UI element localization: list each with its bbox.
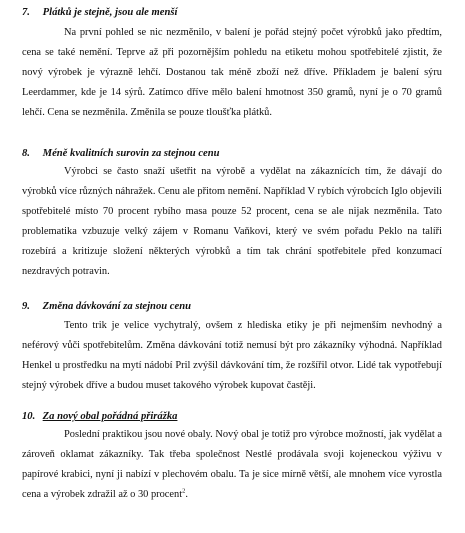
section-paragraph: [22, 425, 442, 505]
section-heading: [22, 148, 220, 159]
section-heading: [22, 7, 177, 18]
section-title: Méně kvalitních surovin za stejnou cenu: [42, 148, 220, 159]
section-paragraph: Na první pohled se nic nezměnilo, v balení je pořád stejný počet výrobků jako předtím, cena se také nemění. Teprve až při pozornějším pohledu na etiketu mohou spotřebitelé zjistit, že nový výrobek je výrazně lehčí. Dostanou tak méně zboží než dříve. Příkladem je balení sýru Leerdammer, kde je 14 sýrů. Zatímco dříve mělo balení hmotnost 350 gramů, nyní je o 70 gramů lehčí. Cena se nezměnila. Změnila se pouze tloušťka plátků.: [22, 27, 442, 118]
section-paragraph: Tento trik je velice vychytralý, ovšem z hlediska etiky je při nejmenším nevhodný a neférový vůči spotřebitelům. Změna dávkování totiž nemusí být pro zákazníky výhodná. Například Henkel u prostředku na mytí nádobí Pril zvýšil dávkování tím, že rozšířil otvor. Lidé tak vypotřebují stejný výrobek dříve a budou muset takového výrobek kupovat častěji.: [22, 320, 442, 391]
section-title: Za nový obal pořádná přirážka: [42, 411, 178, 422]
paragraph-end: .: [185, 489, 188, 500]
paragraph-text: Poslední praktikou jsou nové obaly. Nový obal je totiž pro výrobce možností, jak vydělat a zároveň oklamat zákazníky. Tak třeba společnost Nestlé prodávala svoji kojeneckou výživu v papírové krabici, nyní ji nabízí v plechovém obalu. Ta je sice mírně větší, ale mnohem více vyrostla cena a výrobek zdražil až o 30 procent: [22, 429, 442, 500]
section-paragraph: Výrobci se často snaží ušetřit na výrobě a vydělat na zákaznících tím, že dávají do výrobků více různých náhražek. Cenu ale přitom nemění. Například V rybích výrobcích Iglo objevili spotřebitelé místo 70 procent rybího masa pouze 52 procent, cena se ale nijak nezměnila. Tato problematika vzbuzuje velký zájem v Romanu Vaňkovi, který ve svém pořadu Peklo na talíři rozebírá a kritizuje složení některých výrobků a tím tak chrání spotřebitele před konzumací nezdravých potravin.: [22, 166, 442, 277]
section-number: 8.: [22, 148, 30, 159]
section-number: 9.: [22, 301, 30, 312]
section-heading: [22, 301, 191, 312]
section-title: Plátků je stejně, jsou ale menší: [42, 7, 178, 18]
section-number: 7.: [22, 7, 30, 18]
section-title: Změna dávkování za stejnou cenu: [42, 301, 191, 312]
footnote-mark: 2: [182, 487, 186, 495]
section-heading: [22, 411, 177, 422]
section-number: 10.: [22, 411, 36, 422]
